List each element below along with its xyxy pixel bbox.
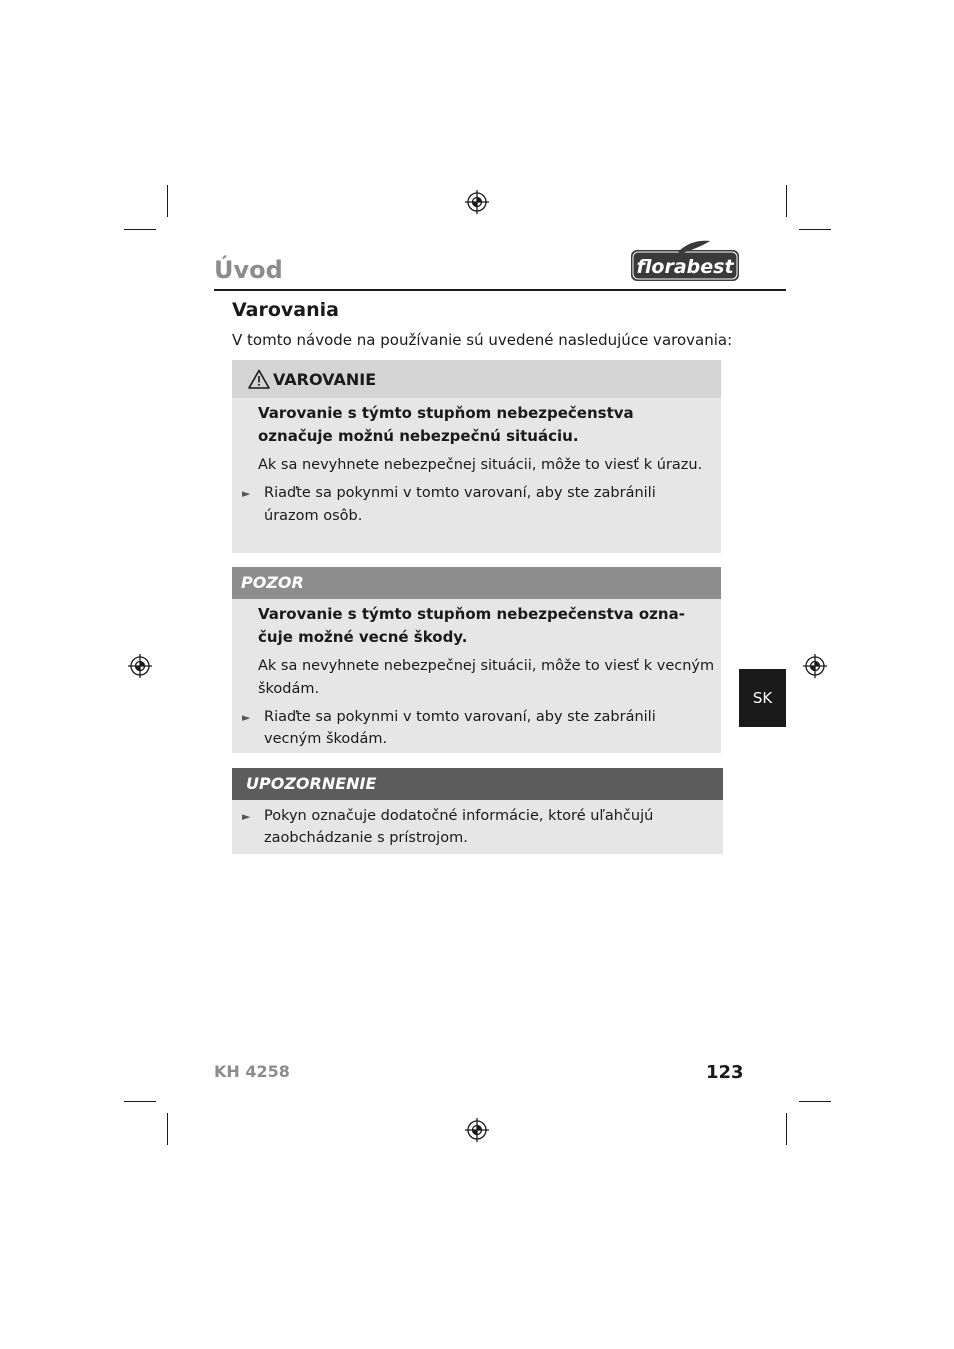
warning-box-text: Ak sa nevyhnete nebezpečnej situácii, môže to viesť k úrazu. bbox=[258, 457, 703, 473]
arrow-right-icon: ► bbox=[242, 487, 251, 500]
brand-logo-text: florabest bbox=[636, 256, 734, 278]
header-rule bbox=[214, 289, 786, 291]
section-title: Úvod bbox=[214, 256, 283, 284]
crop-mark bbox=[124, 229, 156, 230]
registration-mark-icon bbox=[802, 653, 828, 679]
warning-box-title-line: Varovanie s týmto stupňom nebezpečenstva bbox=[258, 404, 634, 422]
caution-box-label: POZOR bbox=[241, 573, 304, 592]
section-heading: Varovania bbox=[232, 299, 339, 321]
warning-box-bullet-line: Riaďte sa pokynmi v tomto varovaní, aby ste zabránili bbox=[264, 485, 656, 501]
crop-mark bbox=[799, 229, 831, 230]
caution-box-text: Ak sa nevyhnete nebezpečnej situácii, môže to viesť k vecným bbox=[258, 658, 715, 674]
registration-mark-icon bbox=[127, 653, 153, 679]
caution-box-title-line: čuje možné vecné škody. bbox=[258, 628, 468, 646]
crop-mark bbox=[786, 185, 787, 217]
page-number: 123 bbox=[706, 1062, 744, 1083]
caution-box bbox=[232, 567, 721, 753]
warning-box-header bbox=[232, 360, 721, 398]
note-box bbox=[232, 768, 723, 854]
caution-box-title-line: Varovanie s týmto stupňom nebezpečenstva ozna- bbox=[258, 605, 685, 623]
note-box-label: UPOZORNENIE bbox=[246, 774, 377, 793]
caution-box-bullet-line: Riaďte sa pokynmi v tomto varovaní, aby ste zabránili bbox=[264, 709, 656, 725]
warning-box-label: VAROVANIE bbox=[273, 370, 377, 389]
warning-box-title-line: označuje možnú nebezpečnú situáciu. bbox=[258, 427, 579, 445]
note-box-bullet-line: zaobchádzanie s prístrojom. bbox=[264, 830, 468, 846]
caution-box-bullet-line: vecným škodám. bbox=[264, 731, 388, 747]
model-number: KH 4258 bbox=[214, 1062, 290, 1081]
warning-box-bullet-line: úrazom osôb. bbox=[264, 508, 363, 524]
crop-mark bbox=[167, 185, 168, 217]
note-box-bullet-line: Pokyn označuje dodatočné informácie, ktoré uľahčujú bbox=[264, 808, 654, 824]
note-box-header bbox=[232, 768, 723, 800]
arrow-right-icon: ► bbox=[242, 810, 251, 823]
warning-box bbox=[232, 360, 721, 553]
caution-box-header bbox=[232, 567, 721, 599]
registration-mark-icon bbox=[464, 189, 490, 215]
intro-text: V tomto návode na používanie sú uvedené nasledujúce varovania: bbox=[232, 331, 733, 349]
crop-mark bbox=[786, 1113, 787, 1145]
caution-box-text: škodám. bbox=[258, 681, 320, 697]
language-tab: SK bbox=[739, 669, 786, 727]
crop-mark bbox=[124, 1101, 156, 1102]
crop-mark bbox=[167, 1113, 168, 1145]
arrow-right-icon: ► bbox=[242, 711, 251, 724]
warning-triangle-icon bbox=[248, 369, 270, 389]
crop-mark bbox=[799, 1101, 831, 1102]
registration-mark-icon bbox=[464, 1117, 490, 1143]
brand-logo bbox=[630, 238, 742, 284]
